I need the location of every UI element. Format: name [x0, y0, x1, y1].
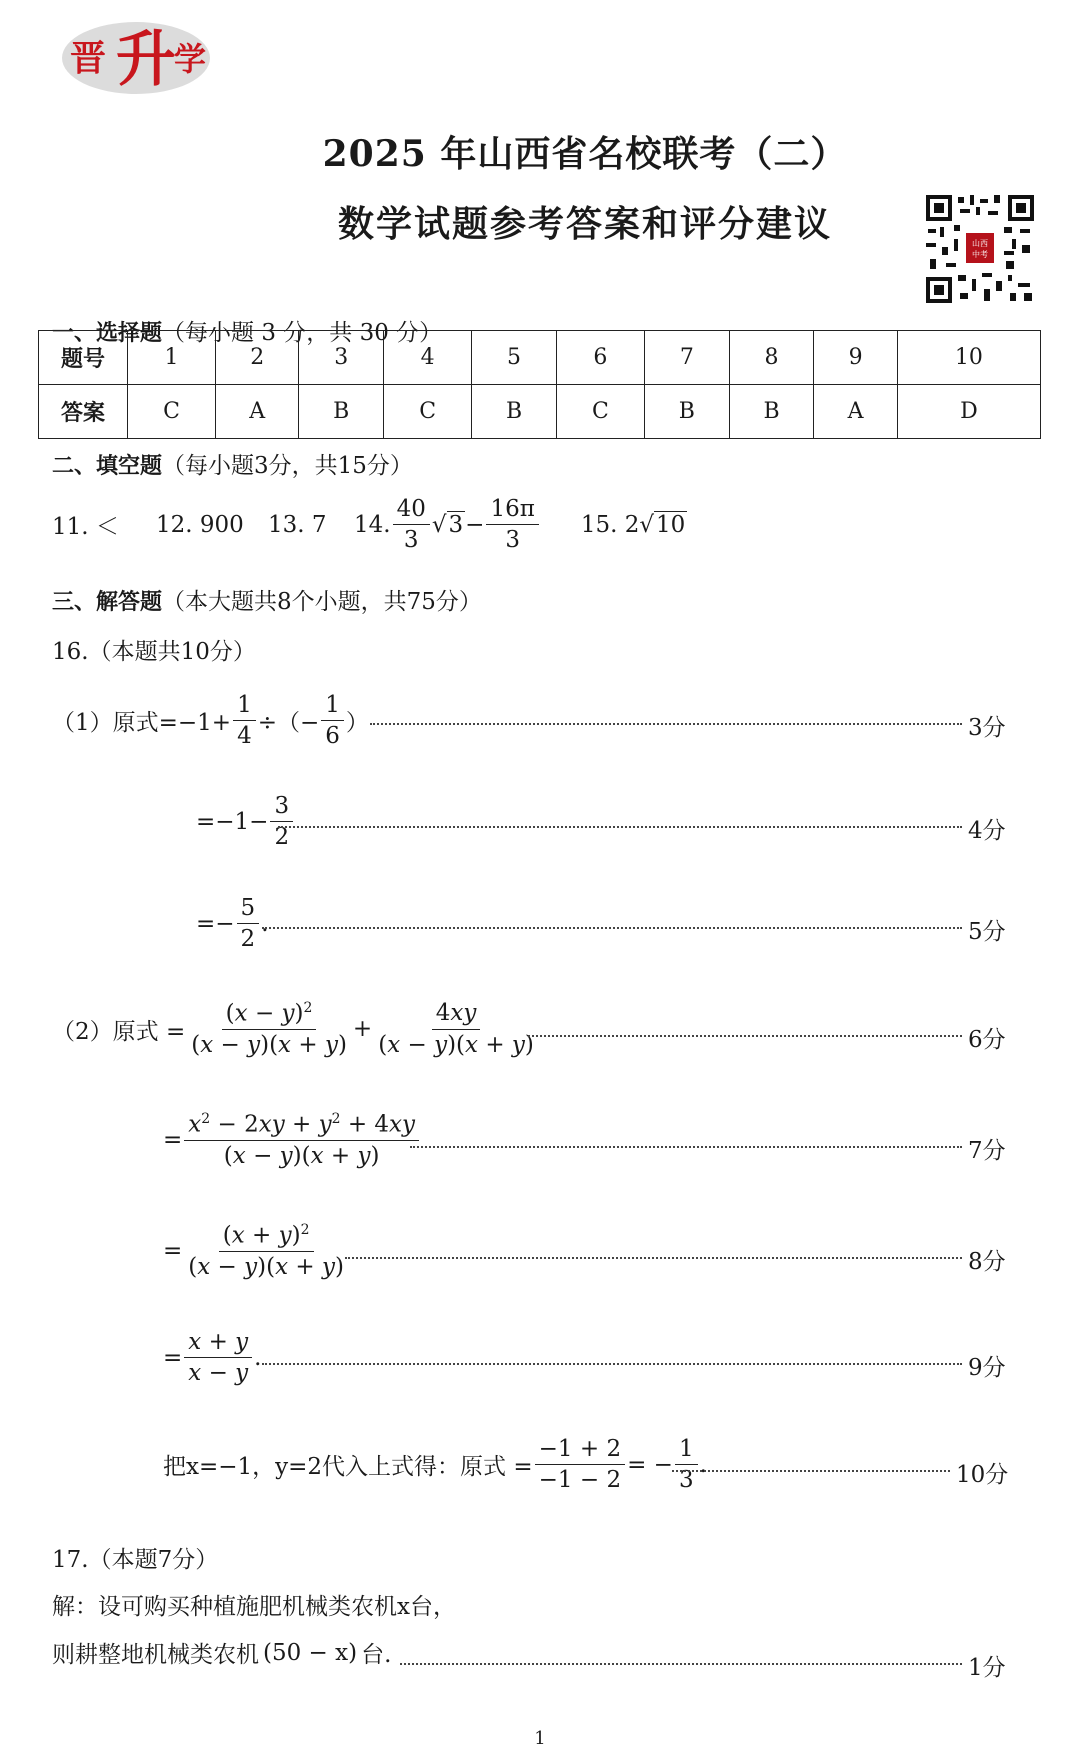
- section-choice-heading: 一、选择题（每小题 3 分，共 30 分）: [52, 320, 443, 346]
- table-row-numbers: 题号 1 2 3 4 5 6 7 8 9 10: [39, 331, 1041, 385]
- q16-score-3: 3分: [968, 715, 1006, 741]
- qr-code: [924, 193, 1036, 305]
- logo: [58, 6, 218, 102]
- q17-score-1: 1分: [968, 1655, 1006, 1681]
- q16-part2-line4: = $\frac{x + y}{x - y}$ .: [163, 1329, 262, 1387]
- svg-text:中考: 中考: [972, 250, 988, 259]
- q16-score-10: 10分: [956, 1462, 1009, 1488]
- fill-answers: 11. ＜ 12. 900 13. 7 14. $\frac{40}{3}$ √3 − $\frac{16\pi}{3}$ 15. 2 √10: [52, 496, 686, 554]
- section-solution-heading: 三、解答题（本大题共8个小题，共75分）: [52, 589, 482, 615]
- q17-line1: 解：设可购买种植施肥机械类农机x台，: [52, 1594, 456, 1620]
- q16-score-8: 8分: [968, 1249, 1006, 1275]
- q16-score-6: 6分: [968, 1027, 1006, 1053]
- page-subtitle: 数学试题参考答案和评分建议: [337, 203, 832, 245]
- svg-text:学: 学: [174, 40, 207, 78]
- q16-part2-line5: 把x=−1，y=2代入上式得：原式 = $\frac{-1 + 2}{-1 - 2}$ = − $\frac{1}{3}$ .: [163, 1436, 707, 1494]
- q16-part1-line2: =−1− $\frac{3}{2}$: [196, 793, 295, 851]
- q16-title: 16.（本题共10分）: [52, 639, 256, 665]
- q17-title: 17.（本题7分）: [52, 1547, 219, 1573]
- table-row-answers: 答案 C A B C B C B B A D: [39, 385, 1041, 439]
- qr-badge-text: 山西: [972, 239, 988, 248]
- svg-text:升: 升: [116, 25, 176, 95]
- q16-part2-line1: （2）原式 = $\frac{(x - y)^2}{(x - y)(x + y)}$ + $\frac{4xy}{(x - y)(x + y)}$: [52, 1000, 534, 1059]
- q16-part2-line3: = $\frac{(x + y)^2}{(x - y)(x + y)}$: [163, 1222, 344, 1281]
- q16-part1-line1: （1）原式=−1+ $\frac{1}{4}$ ÷（− $\frac{1}{6}$ ）: [52, 692, 369, 750]
- q16-score-4: 4分: [968, 818, 1006, 844]
- q16-part2-line2: = $\frac{x^2 - 2xy + y^2 + 4xy}{(x - y)(x + y)}$: [163, 1111, 421, 1170]
- q16-score-7: 7分: [968, 1138, 1006, 1164]
- page-title: 2025 年山西省名校联考（二）: [322, 133, 848, 175]
- q16-score-5: 5分: [968, 919, 1006, 945]
- section-fill-heading: 二、填空题（每小题3分，共15分）: [52, 453, 413, 479]
- page-number: 1: [534, 1728, 546, 1749]
- q16-score-9: 9分: [968, 1355, 1006, 1381]
- svg-text:晋: 晋: [70, 38, 107, 79]
- q17-line2: 则耕整地机械类农机 (50 − x) 台.: [52, 1639, 392, 1668]
- q16-part1-line3: =− $\frac{5}{2}$ .: [196, 895, 269, 953]
- answer-table: [38, 330, 1041, 439]
